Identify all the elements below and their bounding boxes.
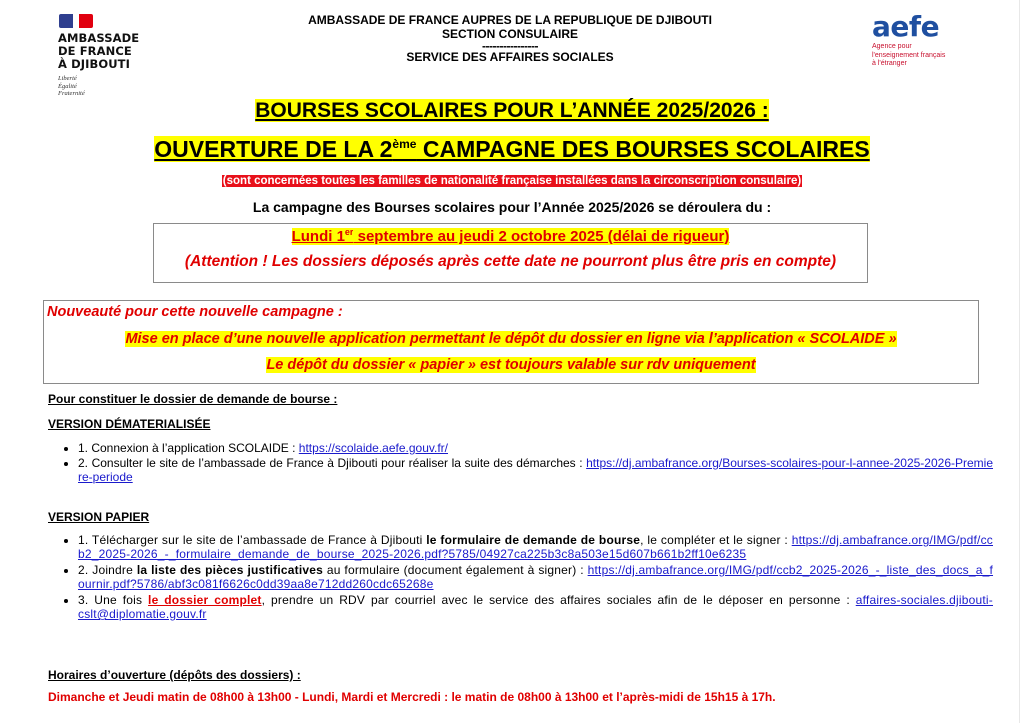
list-item <box>78 533 993 561</box>
new-feature-online <box>44 330 978 348</box>
opening-hours-text: Dimanche et Jeudi matin de 08h00 à 13h00 - Lundi, Mardi et Mercredi : le matin de 08h00 à 13h00 et l’après-midi de 15h15 à 17h. <box>48 690 776 704</box>
aefe-logo <box>872 12 992 69</box>
campaign-intro: La campagne des Bourses scolaires pour l’Année 2025/2026 se déroulera du : <box>252 199 772 215</box>
step-text: , prendre un RDV par courriel avec le service des affaires sociales afin de le déposer en personne : <box>261 593 856 607</box>
embassy-logo <box>58 14 168 98</box>
page-edge <box>1019 0 1020 723</box>
new-feature-paper <box>44 356 978 374</box>
opening-hours-heading: Horaires d’ouverture (dépôts des dossiers) : <box>48 668 301 682</box>
step-text: 1. Connexion à l’application SCOLAIDE : <box>78 441 299 455</box>
dates-sup: er <box>344 227 354 237</box>
new-feature-online-text: Mise en place d’une nouvelle application permettant le dépôt du dossier en ligne via l’application « SCOLAIDE » <box>125 331 897 347</box>
campaign-title-post: CAMPAGNE DES BOURSES SCOLAIRES <box>416 136 870 162</box>
campaign-dates-text <box>292 228 730 245</box>
documents-list-link[interactable]: https://dj.ambafrance.org/IMG/pdf/ccb2_2025-2026_-_liste_des_docs_a_fournir.pdf?5786/abf3c081f6626c0dd39aa8e712dd260cdc65268e <box>78 563 994 591</box>
list-item <box>78 563 993 591</box>
list-item <box>78 441 993 455</box>
header-service: SERVICE DES AFFAIRES SOCIALES <box>406 50 614 64</box>
step-text: 3. Une fois <box>78 593 149 607</box>
campaign-title-sup: ème <box>392 137 417 151</box>
header-embassy: AMBASSADE DE FRANCE AUPRES DE LA REPUBLIQUE DE DJIBOUTI <box>308 13 712 27</box>
paper-version-heading: VERSION PAPIER <box>48 510 150 524</box>
online-version-heading: VERSION DÉMATERIALISÉE <box>48 417 211 431</box>
list-item <box>78 456 993 484</box>
motto-line: Liberté <box>58 75 77 82</box>
embassy-logo-name <box>58 32 168 71</box>
embassy-name-line: DE FRANCE <box>58 44 132 58</box>
step-text: 2. Joindre <box>78 563 137 577</box>
aefe-tagline-line: Agence pour <box>872 43 912 50</box>
new-feature-paper-text: Le dépôt du dossier « papier » est toujours valable sur rdv uniquement <box>266 357 756 373</box>
main-title <box>0 98 1024 124</box>
republic-motto <box>58 75 168 98</box>
dates-post: septembre au jeudi 2 octobre 2025 (délai de rigueur) <box>353 228 730 245</box>
aefe-tagline-line: à l'étranger <box>872 60 907 67</box>
header-separator: ---------------- <box>482 39 538 53</box>
document-header <box>240 14 780 65</box>
scolaide-link[interactable]: https://scolaide.aefe.gouv.fr/ <box>298 441 448 455</box>
embassy-bourses-link[interactable]: https://dj.ambafrance.org/Bourses-scolaires-pour-l-annee-2025-2026-Premiere-periode <box>78 456 993 484</box>
aefe-tagline-line: l'enseignement français <box>872 51 946 59</box>
step-red-text: le dossier complet <box>148 593 262 607</box>
dossier-heading: Pour constituer le dossier de demande de bourse : <box>48 392 338 406</box>
marianne-flag-icon <box>59 14 93 28</box>
motto-line: Égalité <box>58 82 77 90</box>
step-text: , le compléter et le signer : <box>640 533 792 547</box>
step-text: 1. Télécharger sur le site de l’ambassade de France à Djibouti <box>78 533 427 547</box>
dates-box <box>153 223 868 283</box>
campaign-title-text <box>154 136 869 162</box>
new-features-heading: Nouveauté pour cette nouvelle campagne : <box>47 304 343 320</box>
aefe-wordmark: aefe <box>872 10 940 43</box>
list-item <box>78 593 993 621</box>
step-text: au formulaire (document également à signer) : <box>322 563 588 577</box>
embassy-name-line: À DJIBOUTI <box>58 57 131 71</box>
eligibility-subtitle-text: (sont concernées toutes les familles de nationalité française installées dans la circonscription consulaire) <box>222 175 802 187</box>
main-title-text: BOURSES SCOLAIRES POUR L’ANNÉE 2025/2026 : <box>255 99 769 122</box>
step-bold-text: le formulaire de demande de bourse <box>426 533 641 547</box>
aefe-tagline <box>872 43 992 69</box>
online-steps-list <box>58 441 993 485</box>
dates-pre: Lundi 1 <box>291 228 345 245</box>
new-features-box <box>43 300 979 384</box>
deadline-warning: (Attention ! Les dossiers déposés après cette date ne pourront plus être pris en compte) <box>184 253 837 270</box>
motto-line: Fraternité <box>58 90 85 97</box>
header-section: SECTION CONSULAIRE <box>441 26 578 41</box>
campaign-dates <box>154 227 867 246</box>
campaign-title <box>0 135 1024 163</box>
social-affairs-email-link[interactable]: affaires-sociales.djibouti-cslt@diplomatie.gouv.fr <box>78 593 993 621</box>
form-download-link[interactable]: https://dj.ambafrance.org/IMG/pdf/ccb2_2025-2026_-_formulaire_demande_de_bourse_2025-2026.pdf?5785/04927ca225b3c8a503e15d607b661b2ff10e6235 <box>78 533 993 561</box>
step-text: 2. Consulter le site de l’ambassade de France à Djibouti pour réaliser la suite des démarches : <box>78 456 587 470</box>
embassy-name-line: AMBASSADE <box>58 31 140 45</box>
eligibility-subtitle <box>0 174 1024 188</box>
paper-steps-list <box>58 533 993 622</box>
campaign-title-pre: OUVERTURE DE LA 2 <box>154 136 393 162</box>
step-bold-text: la liste des pièces justificatives <box>136 563 323 577</box>
